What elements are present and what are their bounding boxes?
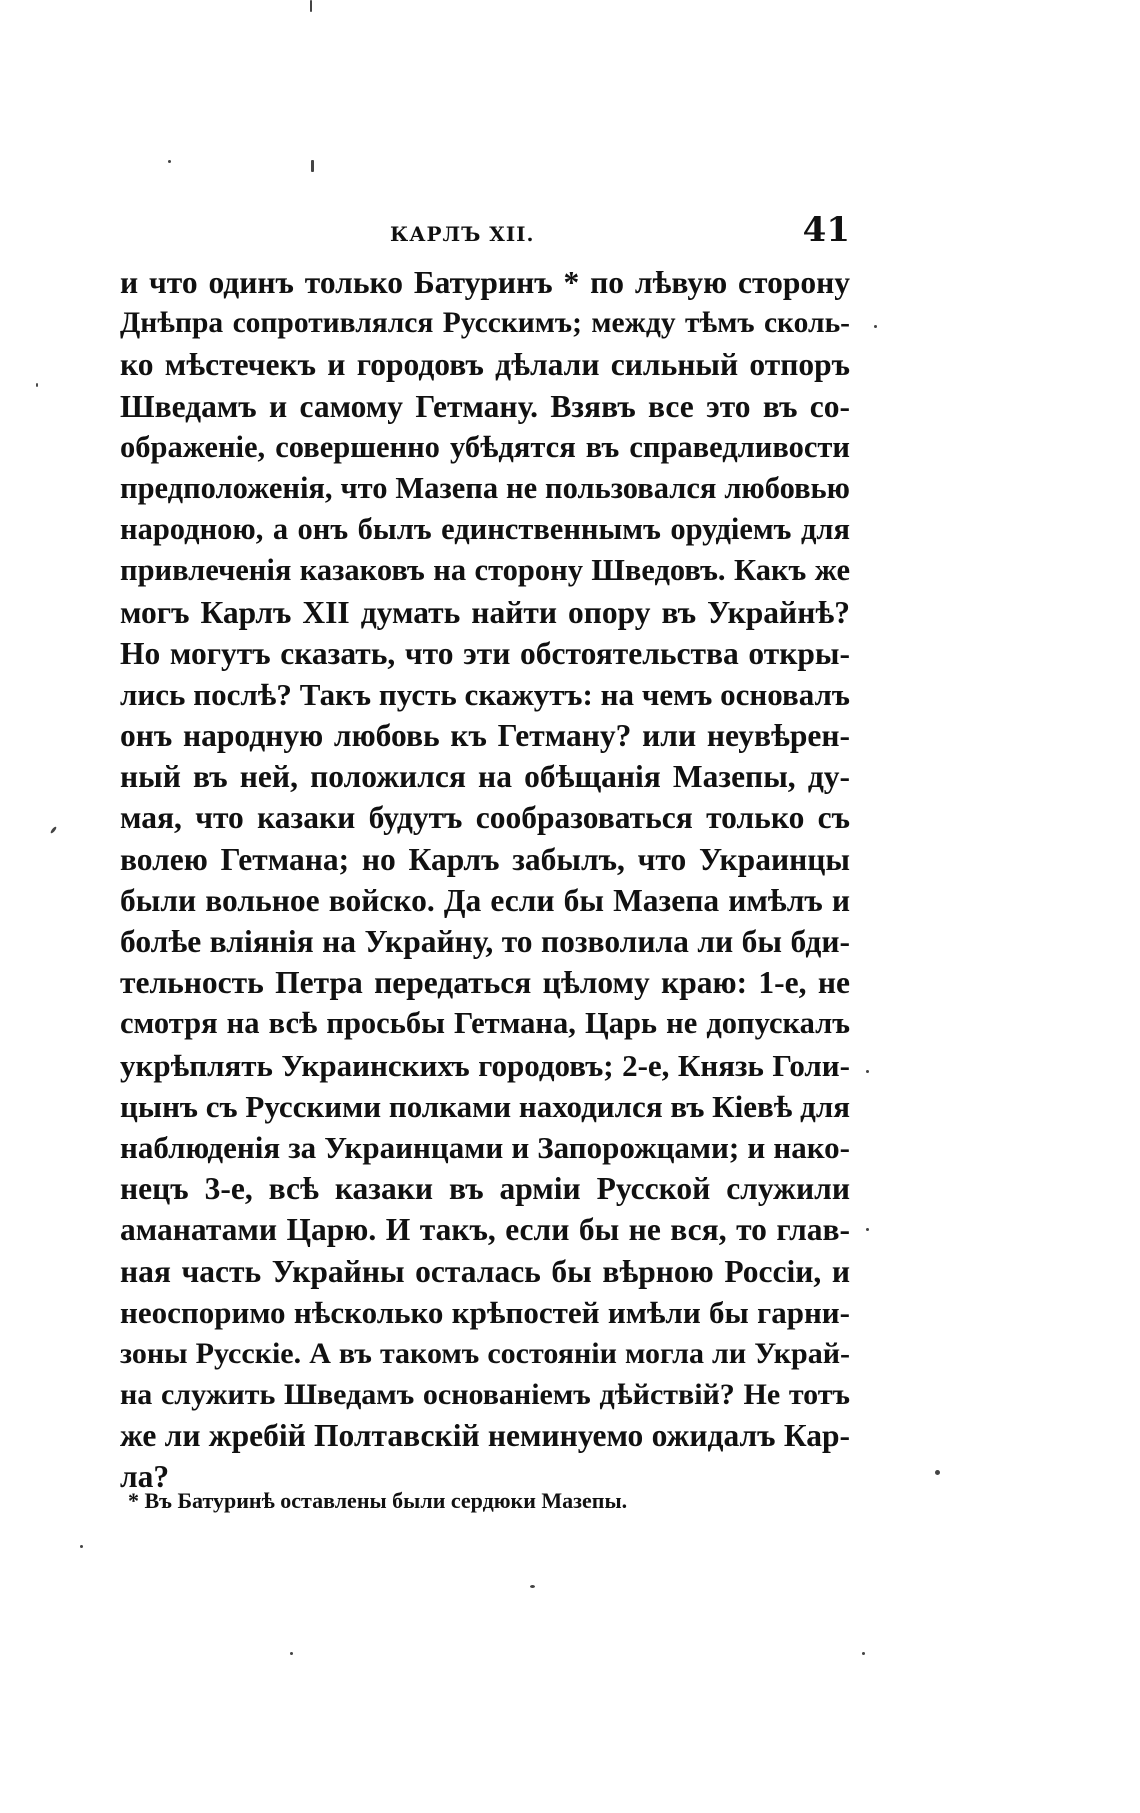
text-line: ный въ ней, положился на обѣщанія Мазепы, ду-	[120, 759, 850, 795]
page-header	[120, 210, 850, 260]
text-line: на служить Шведамъ основаніемъ дѣйствій? Не тотъ	[120, 1378, 850, 1412]
text-line: Днѣпра сопротивлялся Русскимъ; между тѣмъ сколь-	[120, 307, 850, 340]
text-line: тельность Петра передаться цѣлому краю: 1-е, не	[120, 965, 850, 1001]
scan-speck	[935, 1470, 940, 1475]
text-line: ображеніе, совершенно убѣдятся въ справедливости	[120, 429, 850, 464]
text-line: болѣе вліянія на Украйну, то позволила ли бы бди-	[120, 924, 850, 959]
footnote: * Въ Батуринѣ оставлены были сердюки Мазепы.	[128, 1488, 628, 1513]
text-line: онъ народную любовь къ Гетману? или неувѣрен-	[120, 718, 850, 754]
text-line: Шведамъ и самому Гетману. Взявъ все это въ со-	[120, 388, 850, 424]
scan-speck	[866, 1070, 869, 1073]
running-head: КАРЛЪ XII.	[390, 222, 535, 246]
text-line: могъ Карлъ XII думать найти опору въ Украйнѣ?	[120, 594, 850, 630]
body-text	[120, 262, 850, 1498]
text-line: нецъ 3-е, всѣ казаки въ арміи Русской служили	[120, 1171, 850, 1207]
text-line: привлеченія казаковъ на сторону Шведовъ. Какъ же	[120, 553, 850, 588]
scan-speck	[311, 160, 314, 172]
text-line: цынъ съ Русскими полками находился въ Кіевѣ для	[120, 1088, 850, 1124]
text-line: Но могутъ сказать, что эти обстоятельства откры-	[120, 635, 850, 671]
text-line: ная часть Украйны осталась бы вѣрною Россіи, и	[120, 1253, 850, 1289]
scan-speck	[874, 325, 877, 328]
text-line: лись послѣ? Такъ пусть скажутъ: на чемъ основалъ	[120, 676, 850, 712]
text-line: мая, что казаки будутъ сообразоваться только съ	[120, 800, 850, 836]
text-line: и что одинъ только Батуринъ * по лѣвую сторону	[120, 265, 850, 300]
scan-speck	[168, 160, 171, 163]
scan-speck	[530, 1585, 535, 1588]
text-line: зоны Русскіе. А въ такомъ состояніи могла ли Украй-	[120, 1336, 850, 1370]
text-line: смотря на всѣ просьбы Гетмана, Царь не допускалъ	[120, 1006, 850, 1041]
scan-speck	[50, 826, 57, 834]
text-line: ко мѣстечекъ и городовъ дѣлали сильный отпоръ	[120, 347, 850, 383]
scan-speck	[310, 0, 312, 12]
text-line: наблюденія за Украинцами и Запорожцами; и нако-	[120, 1129, 850, 1165]
scan-speck	[290, 1652, 293, 1655]
scan-speck	[36, 383, 38, 387]
text-line: были вольное войско. Да если бы Мазепа имѣлъ и	[120, 882, 850, 918]
scan-speck	[866, 1228, 869, 1231]
text-line: аманатами Царю. И такъ, если бы не вся, то глав-	[120, 1212, 850, 1248]
text-line: народною, а онъ былъ единственнымъ орудіемъ для	[120, 512, 850, 547]
text-line: укрѣплять Украинскихъ городовъ; 2-е, Князь Голи-	[120, 1047, 850, 1083]
text-line: же ли жребій Полтавскій неминуемо ожидалъ Кар-	[120, 1418, 850, 1454]
scan-speck	[862, 1652, 865, 1655]
text-line: предположенія, что Мазепа не пользовался любовью	[120, 470, 850, 505]
page-number: 41	[802, 210, 850, 250]
text-line: волею Гетмана; но Карлъ забылъ, что Украинцы	[120, 841, 850, 877]
scan-speck	[80, 1545, 83, 1548]
text-line: ла?	[120, 1459, 170, 1495]
text-line: неоспоримо нѣсколько крѣпостей имѣли бы гарни-	[120, 1294, 850, 1330]
